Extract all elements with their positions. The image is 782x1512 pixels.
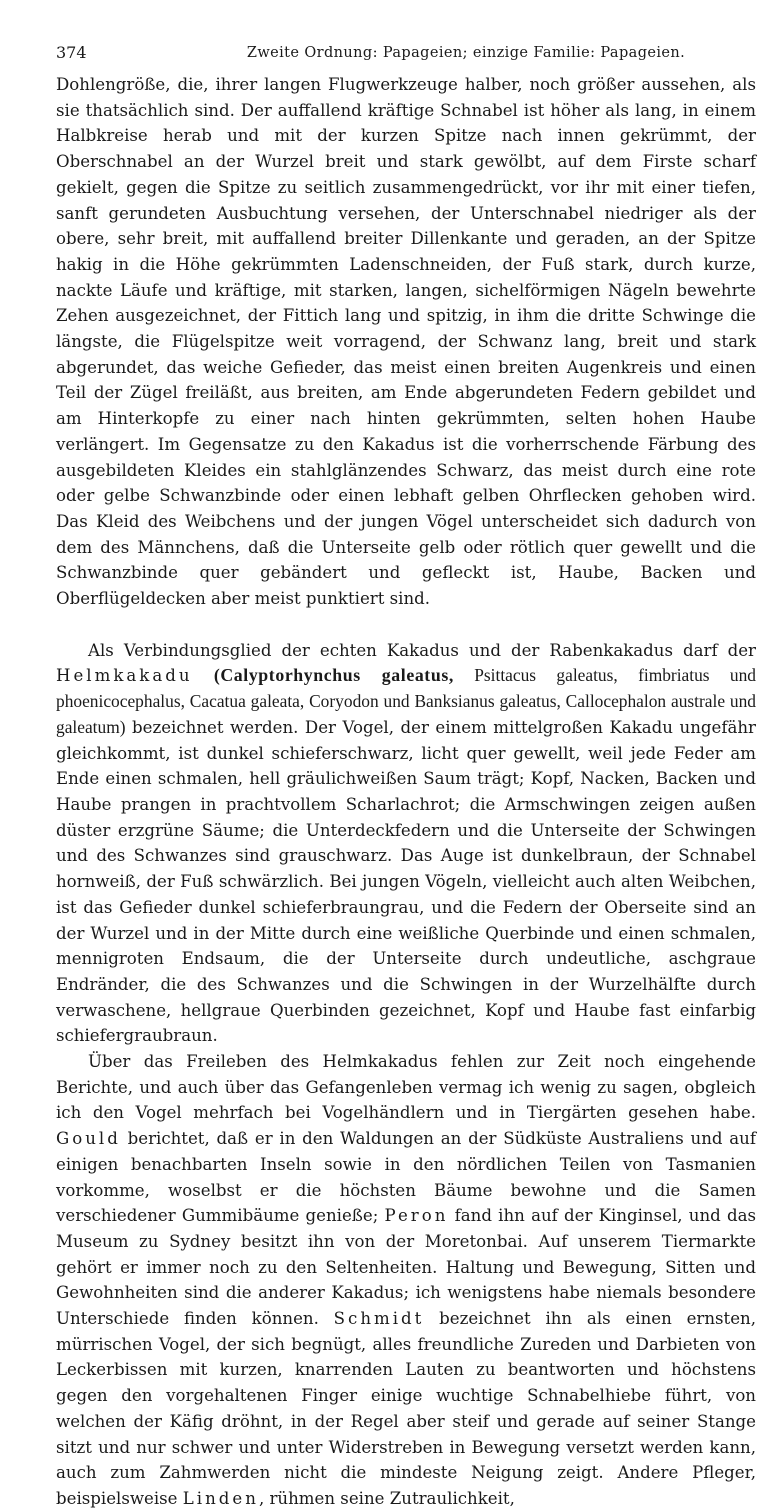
paragraph-body: bezeichnet werden. Der Vogel, der einem mittelgroßen Kakadu ungefähr gleichkommt, ist dunkel schieferschwarz, licht quer gewellt, weil jede Feder am Ende einen schmalen, hell gräulichweißen Saum trägt; Kopf, Nacken, Backen und Haube prangen in prachtvollem Scharlachrot; die Armschwingen zeigen außen düster erzgrüne Säume; die Unterdeckfedern und die Unterseite der Schwingen und des Schwanzes sind grauschwarz. Das Auge ist dunkelbraun, der Schnabel hornweiß, der Fuß schwärzlich. Bei jungen Vögeln, vielleicht auch alten Weibchen, ist das Gefieder dunkel schieferbraungrau, und die Federn der Oberseite sind an der Wurzel und in der Mitte durch eine weißliche Querbinde und einen schmalen, mennigroten Endsaum, die der Unterseite durch undeutliche, aschgraue Endränder, die des Schwanzes und die Schwingen in der Wurzelhälfte durch verwaschene, hellgraue Querbinden gezeichnet, Kopf und Haube fast einfarbig schiefergraubraun. [56, 717, 756, 1046]
latin-synonyms: Psittacus galeatus, fimbriatus und phoenicocephalus, Cacatua galeata, Coryodon und Banksianus galeatus, Callocephalon australe und galeatum) [56, 665, 756, 737]
author-name-linden: Linden [182, 1488, 259, 1508]
text-segment: berichtet, daß er in den Waldungen an der Südküste Australiens und auf einigen benachbarten Inseln sowie in den nördlichen Teilen von Tasmanien vorkomme, woselbst er die höchsten Bäume bewohne und die Samen verschiedener Gummibäume genieße; [56, 1129, 756, 1226]
author-name-gould: Gould [56, 1129, 121, 1149]
running-head: Zweite Ordnung: Papageien; einzige Familie: Papageien. [246, 45, 686, 61]
paragraph-freileben [56, 1049, 756, 1512]
page-number: 374 [56, 43, 87, 62]
paragraph-anatomy: Dohlengröße, die, ihrer langen Flugwerkzeuge halber, noch größer aussehen, als sie thatsächlich sind. Der auffallend kräftige Schnabel ist höher als lang, in einem Halbkreise herab und mit der kurzen Spitze nach innen gekrümmt, der Oberschnabel an der Wurzel breit und stark gewölbt, auf dem Firste scharf gekielt, gegen die Spitze zu seitlich zusammengedrückt, vor ihr mit einer tiefen, sanft gerundeten Ausbuchtung versehen, der Unterschnabel niedriger als der obere, sehr breit, mit auffallend breiter Dillenkante und geraden, an der Spitze hakig in die Höhe gekrümmten Ladenschneiden, der Fuß stark, durch kurze, nackte Läufe und kräftige, mit starken, langen, sichelförmigen Nägeln bewehrte Zehen ausgezeichnet, der Fittich lang und spitzig, in ihm die dritte Schwinge die längste, die Flügelspitze weit vorragend, der Schwanz lang, breit und stark abgerundet, das weiche Gefieder, das meist einen breiten Augenkreis und einen Teil der Zügel freiläßt, aus breiten, am Ende abgerundeten Federn gebildet und am Hinterkopfe zu einer nach hinten gekrümmten, selten hohen Haube verlängert. Im Gegensatze zu den Kakadus ist die vorherrschende Färbung des ausgebildeten Kleides ein stahlglänzendes Schwarz, das meist durch eine rote oder gelbe Schwanzbinde oder einen lebhaft gelben Ohrflecken gehoben wird. Das Kleid des Weibchens und der jungen Vögel unterscheidet sich dadurch von dem des Männchens, daß die Unterseite gelb oder rötlich quer gewellt und die Schwanzbinde quer gebändert und gefleckt ist, Haube, Backen und Oberflügeldecken aber meist punktiert sind. [56, 75, 756, 609]
paragraph-helmkakadu-description [56, 638, 756, 1049]
paragraph-gap [56, 612, 756, 638]
text-segment: bezeichnet ihn als einen ernsten, mürrischen Vogel, der sich begnügt, alles freundliche Zureden und Darbieten von Leckerbissen mit kurzen, knarrenden Lauten zu beantworten und höchstens gegen den vorgehaltenen Finger einige wuchtige Schnabelhiebe führt, von welchen der Käfig dröhnt, in der Regel aber steif und gerade auf seiner Stange sitzt und nur schwer und unter Widerstreben in Bewegung versetzt werden kann, auch zum Zahmwerden nicht die mindeste Neigung zeigt. Andere Pfleger, beispielsweise [56, 1309, 756, 1508]
paragraph-intro: Als Verbindungsglied der echten Kakadus und der Rabenkakadus darf der [88, 640, 756, 660]
author-name-peron: Peron [384, 1206, 449, 1226]
species-name: Helmkakadu [56, 666, 193, 686]
text-segment: fand ihn auf der Kinginsel, und das Museum zu Sydney besitzt ihn von der Moretonbai. Auf unserem Tiermarkte gehört er immer noch zu den Seltenheiten. Haltung und Bewegung, Sitten und Gewohnheiten sind die anderer Kakadus; ich wenigstens habe niemals besondere Unterschiede finden können. [56, 1206, 757, 1329]
latin-name: (Calyptorhynchus galeatus, [213, 665, 454, 686]
page-header [56, 42, 756, 64]
text-segment: , rühmen seine Zutraulichkeit, [258, 1488, 515, 1508]
author-name-schmidt: Schmidt [333, 1309, 425, 1329]
text-segment: Über das Freileben des Helmkakadus fehlen zur Zeit noch eingehende Berichte, und auch über das Gefangenleben vermag ich wenig zu sagen, obgleich ich den Vogel mehrfach bei Vogelhändlern und in Tiergärten gesehen habe. [56, 1052, 756, 1123]
